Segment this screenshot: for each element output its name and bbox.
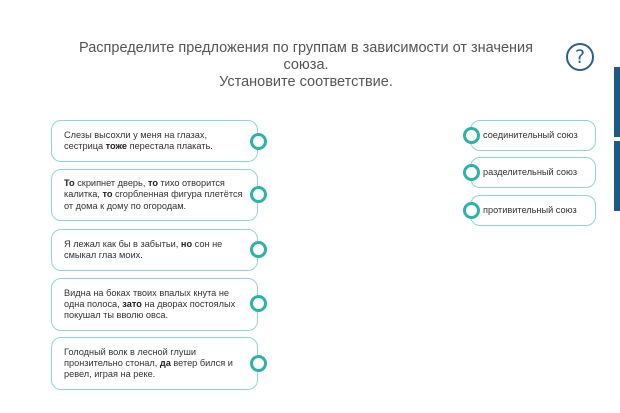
sentence-text [64, 178, 243, 212]
sentence-fragment: Видна на боках твоих впалых кнута не одна полоса, [64, 287, 230, 309]
sentence-card-5[interactable] [51, 337, 258, 390]
sentence-fragment: тихо отворится калитка, [64, 178, 225, 200]
sentence-fragment: перестала плакать. [127, 141, 213, 151]
sentence-connector-dot[interactable] [250, 355, 267, 372]
sentence-text [64, 288, 243, 322]
side-panel-tab[interactable] [614, 141, 620, 211]
conjunction-keyword: зато [122, 298, 142, 309]
task-title-line-1: Распределите предложения по группам в зависимости от значения [79, 40, 533, 56]
side-panel-tab[interactable] [614, 67, 620, 137]
conjunction-keyword: да [159, 357, 171, 368]
sentence-fragment: на дворах постоялых покушал ты вволю овса. [64, 298, 236, 321]
sentence-connector-dot[interactable] [250, 133, 267, 150]
conjunction-keyword: но [180, 238, 193, 249]
sentence-card-2[interactable] [51, 169, 258, 221]
sentence-fragment: Слезы высохли у меня на глазах, сестрица [64, 129, 207, 151]
task-title [40, 40, 572, 91]
sentence-fragment: Голодный волк в лесной глуши пронзительно стонал, [64, 346, 196, 368]
conjunction-keyword: то [102, 189, 113, 200]
help-icon[interactable]: ? [566, 43, 594, 71]
category-connective[interactable]: соединительный союз [470, 120, 596, 151]
sentence-connector-dot[interactable] [250, 186, 267, 203]
sentence-fragment: ветер бился и ревел, играя на реке. [64, 357, 233, 380]
task-title-line-3: Установите соответствие. [219, 74, 393, 90]
sentence-connector-dot[interactable] [250, 295, 267, 312]
sentence-card-3[interactable] [51, 229, 258, 271]
category-connector-dot[interactable] [463, 164, 480, 181]
conjunction-keyword: то [147, 178, 158, 189]
category-disjunctive[interactable]: разделительный союз [470, 157, 596, 188]
task-title-line-2: союза. [283, 57, 329, 73]
category-adversative[interactable]: противительный союз [470, 195, 596, 226]
sentence-fragment: Я лежал как бы в забытьи, [64, 238, 181, 249]
sentence-card-4[interactable] [51, 278, 258, 331]
conjunction-keyword: То [64, 178, 75, 189]
category-connector-dot[interactable] [463, 202, 480, 219]
sentence-text [64, 347, 243, 381]
sentence-fragment: скрипнет дверь, [74, 178, 148, 189]
sentence-card-1[interactable] [51, 120, 258, 162]
sentence-text [64, 130, 243, 152]
sentence-fragment: сгорбленная фигура плетётся от дома к дому по огородам. [64, 189, 243, 211]
sentence-fragment: сон не смыкал глаз моих. [64, 238, 223, 260]
category-connector-dot[interactable] [463, 127, 480, 144]
sentence-text [64, 239, 243, 261]
sentence-connector-dot[interactable] [250, 241, 267, 258]
conjunction-keyword: тоже [105, 141, 128, 151]
